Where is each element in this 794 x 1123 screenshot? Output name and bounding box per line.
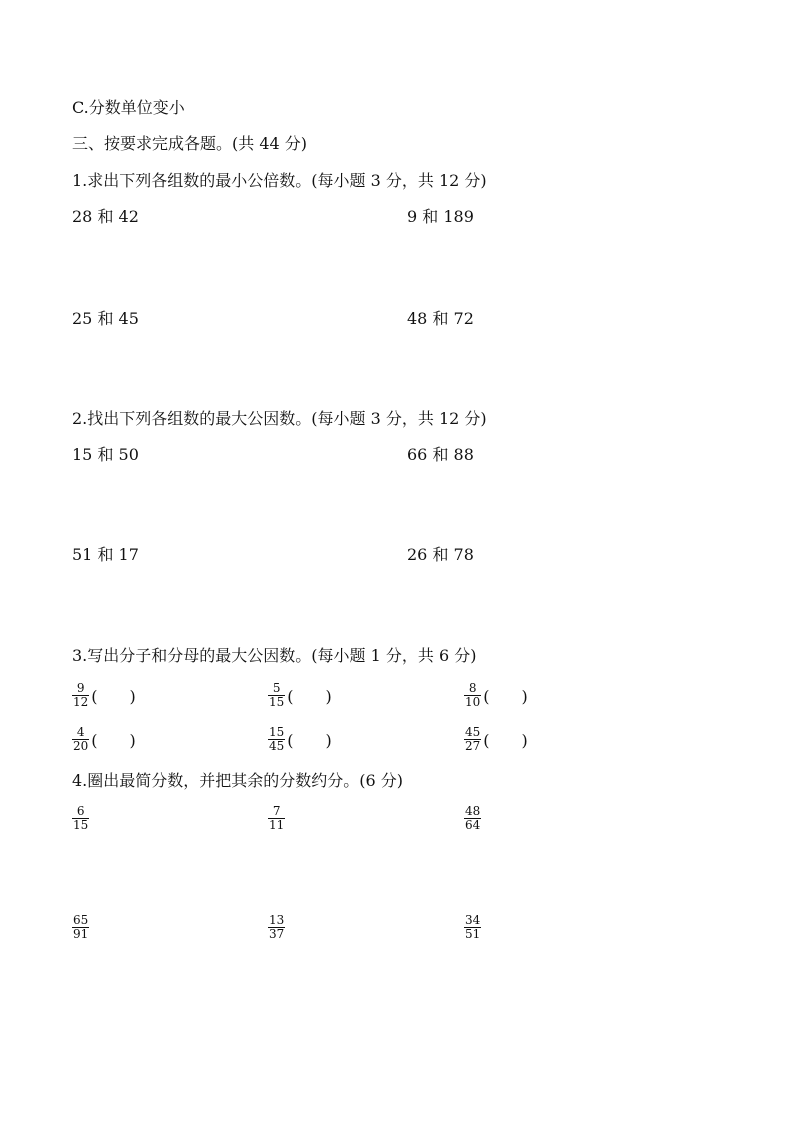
numerator: 48 (465, 804, 481, 818)
numerator: 5 (272, 681, 281, 695)
numerator: 8 (468, 681, 477, 695)
q3-fraction (72, 726, 136, 753)
q1-pair-3: 25 和 45 (72, 309, 139, 328)
q4-title: 4.圈出最简分数，并把其余的分数约分。(6 分) (72, 771, 404, 790)
denominator: 15 (269, 695, 285, 709)
q3-title: 3.写出分子和分母的最大公因数。(每小题 1 分，共 6 分) (72, 646, 477, 665)
q4-fraction[interactable] (464, 805, 481, 832)
q2-pair-1: 15 和 50 (72, 445, 139, 464)
numerator: 45 (465, 725, 481, 739)
numerator: 7 (272, 804, 281, 818)
q1-pair-1: 28 和 42 (72, 207, 139, 226)
q1-pair-4: 48 和 72 (407, 309, 474, 328)
q1-pair-2: 9 和 189 (407, 207, 474, 226)
q3-fraction (464, 682, 528, 709)
denominator: 37 (269, 927, 285, 941)
q2-title: 2.找出下列各组数的最大公因数。(每小题 3 分，共 12 分) (72, 409, 487, 428)
q4-fraction[interactable] (464, 914, 481, 941)
q2-pair-3: 51 和 17 (72, 545, 139, 564)
numerator: 9 (76, 681, 85, 695)
q4-fraction[interactable] (268, 914, 285, 941)
numerator: 15 (269, 725, 285, 739)
q3-fraction (464, 726, 528, 753)
q3-fraction (268, 726, 332, 753)
denominator: 45 (269, 739, 285, 753)
numerator: 65 (73, 913, 89, 927)
denominator: 10 (465, 695, 481, 709)
denominator: 20 (73, 739, 89, 753)
numerator: 6 (76, 804, 85, 818)
denominator: 11 (269, 818, 285, 832)
section-three-heading: 三、按要求完成各题。(共 44 分) (72, 134, 308, 153)
denominator: 51 (465, 927, 481, 941)
option-c: C.分数单位变小 (72, 98, 185, 117)
denominator: 12 (73, 695, 89, 709)
denominator: 64 (465, 818, 481, 832)
denominator: 91 (73, 927, 89, 941)
numerator: 4 (76, 725, 85, 739)
answer-blank[interactable]: ( ) (483, 687, 528, 706)
q4-fraction[interactable] (268, 805, 285, 832)
numerator: 13 (269, 913, 285, 927)
q3-fraction (72, 682, 136, 709)
answer-blank[interactable]: ( ) (91, 687, 136, 706)
answer-blank[interactable]: ( ) (483, 731, 528, 750)
q4-fraction[interactable] (72, 914, 89, 941)
answer-blank[interactable]: ( ) (91, 731, 136, 750)
q3-fraction (268, 682, 332, 709)
q2-pair-4: 26 和 78 (407, 545, 474, 564)
denominator: 15 (73, 818, 89, 832)
answer-blank[interactable]: ( ) (287, 731, 332, 750)
q4-fraction[interactable] (72, 805, 89, 832)
q1-title: 1.求出下列各组数的最小公倍数。(每小题 3 分，共 12 分) (72, 171, 487, 190)
denominator: 27 (465, 739, 481, 753)
answer-blank[interactable]: ( ) (287, 687, 332, 706)
q2-pair-2: 66 和 88 (407, 445, 474, 464)
numerator: 34 (465, 913, 481, 927)
